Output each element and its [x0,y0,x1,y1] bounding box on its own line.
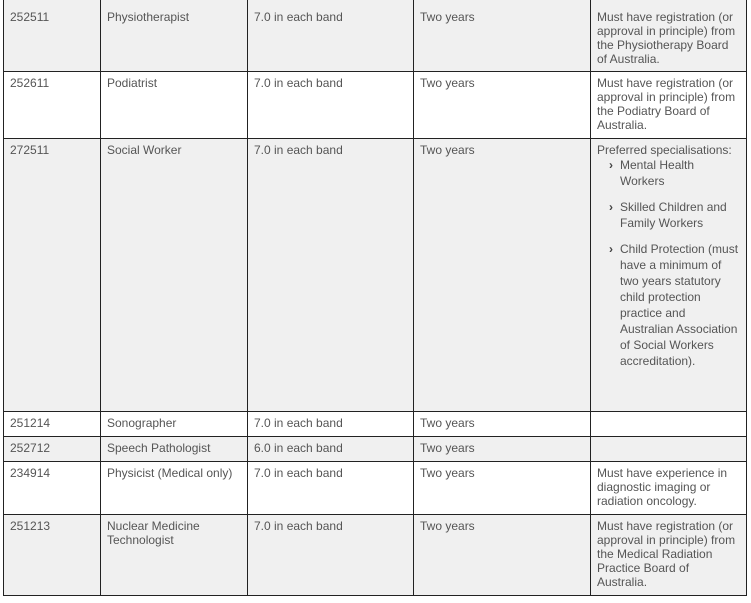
experience-cell: Two years [414,0,591,72]
experience-cell: Two years [414,515,591,596]
notes-cell [591,412,747,437]
specialisations-intro: Preferred specialisations: [597,143,732,157]
english-requirement-cell: 7.0 in each band [248,0,414,72]
notes-cell [591,139,747,412]
anzsco-code-cell: 252511 [4,0,101,72]
experience-cell: Two years [414,139,591,412]
english-requirement-cell: 7.0 in each band [248,139,414,412]
anzsco-code-cell: 252611 [4,72,101,139]
notes-cell: Must have registration (or approval in principle) from the Medical Radiation Practice Board of Australia. [591,515,747,596]
specialisation-label: Skilled Children and Family Workers [620,200,727,230]
occupation-cell: Speech Pathologist [101,437,248,462]
experience-cell: Two years [414,412,591,437]
anzsco-code-cell: 272511 [4,139,101,412]
occupation-cell: Physiotherapist [101,0,248,72]
chevron-right-icon: › [609,242,613,256]
occupation-cell: Physicist (Medical only) [101,462,248,515]
anzsco-code-cell: 234914 [4,462,101,515]
english-requirement-cell: 7.0 in each band [248,462,414,515]
occupation-cell: Nuclear Medicine Technologist [101,515,248,596]
english-requirement-cell: 6.0 in each band [248,437,414,462]
occupation-table [3,0,747,596]
occupation-cell: Podiatrist [101,72,248,139]
occupation-cell: Sonographer [101,412,248,437]
anzsco-code-cell: 251213 [4,515,101,596]
specialisation-label: Child Protection (must have a minimum of two years statutory child protection practice and Australian Association of Social Workers accreditation). [620,242,739,368]
chevron-right-icon: › [609,158,613,172]
table-row [4,462,747,515]
chevron-right-icon: › [609,200,613,214]
table-row [4,412,747,437]
notes-cell: Must have registration (or approval in principle) from the Podiatry Board of Australia. [591,72,747,139]
english-requirement-cell: 7.0 in each band [248,515,414,596]
occupation-cell: Social Worker [101,139,248,412]
anzsco-code-cell: 251214 [4,412,101,437]
list-item [609,241,741,369]
table-row [4,72,747,139]
experience-cell: Two years [414,72,591,139]
english-requirement-cell: 7.0 in each band [248,72,414,139]
notes-cell [591,437,747,462]
notes-cell: Must have registration (or approval in principle) from the Physiotherapy Board of Australia. [591,0,747,72]
table-row [4,139,747,412]
specialisation-label: Mental Health Workers [620,158,695,188]
table-row [4,515,747,596]
list-item [609,157,741,189]
specialisation-list [597,157,741,369]
experience-cell: Two years [414,462,591,515]
list-item [609,199,741,231]
notes-cell: Must have experience in diagnostic imaging or radiation oncology. [591,462,747,515]
table-row [4,0,747,72]
experience-cell: Two years [414,437,591,462]
english-requirement-cell: 7.0 in each band [248,412,414,437]
table-row [4,437,747,462]
anzsco-code-cell: 252712 [4,437,101,462]
